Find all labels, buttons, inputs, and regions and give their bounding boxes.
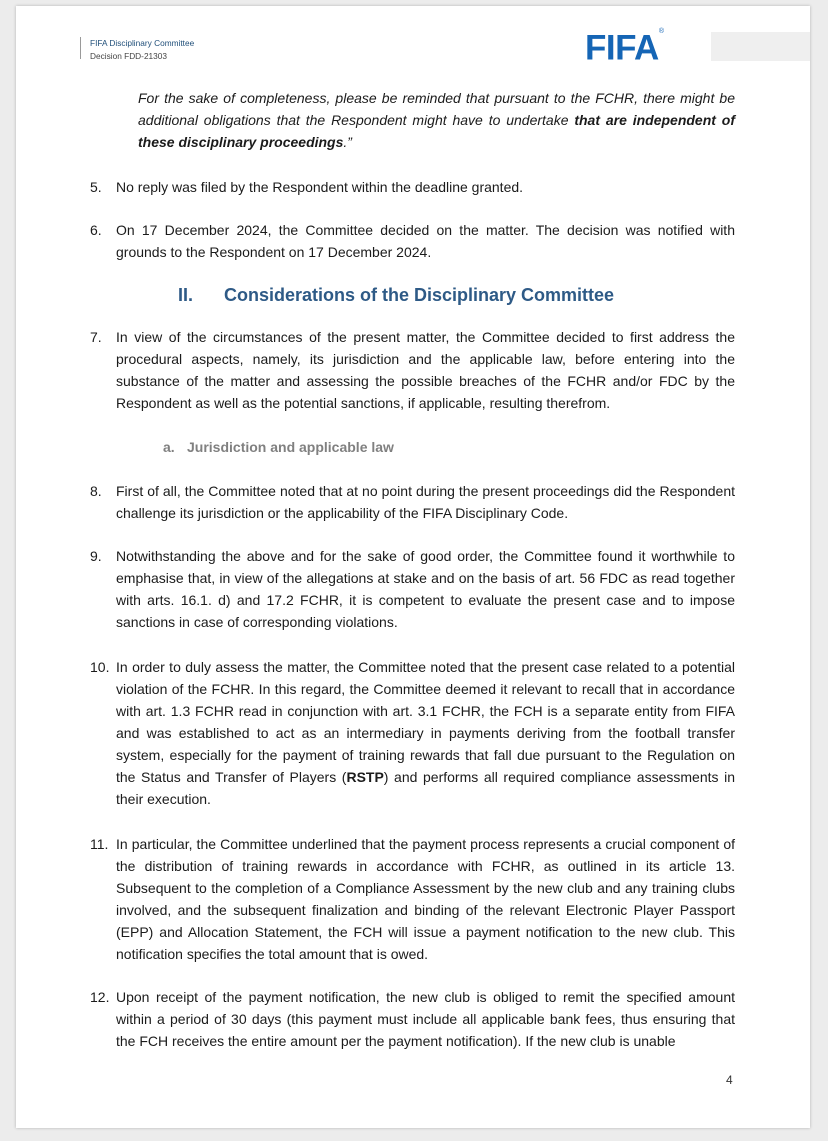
paragraph-10: 10. In order to duly assess the matter, the Committee noted that the present case related to a potential violation of the FCHR. In this regard, the Committee deemed it relevant to recall that in accordance with art. 1.3 FCHR read in conjunction with art. 3.1 FCHR, the FCH is a separate entity from FIFA and was established to act as an intermediary in payments deriving from the football transfer system, especially for the payment of training rewards that fall due pursuant to the Regulation on the Status and Transfer of Players (RSTP) and performs all required compliance assessments in their execution. — [90, 659, 735, 807]
header-divider — [80, 37, 81, 59]
header-committee: FIFA Disciplinary Committee — [90, 38, 195, 48]
paragraph-11: 11. In particular, the Committee underlined that the payment process represents a crucial component of the distribution of training rewards in accordance with FCHR, as outlined in its article 13. Subsequent to the completion of a Compliance Assessment by the new club and any training clubs involved, and the subsequent finalization and binding of the relevant Electronic Player Passport (EPP) and Allocation Statement, the FCH will issue a payment notification to the new club. This notification specifies the total amount that is owed. — [90, 836, 735, 962]
header-text — [90, 37, 194, 63]
paragraph-5: 5. No reply was filed by the Respondent within the deadline granted. — [90, 179, 524, 195]
document-page — [16, 6, 810, 1128]
page-number: 4 — [726, 1073, 733, 1087]
paragraph-6: 6. On 17 December 2024, the Committee decided on the matter. The decision was notified with grounds to the Respondent on 17 December 2024. — [90, 222, 735, 260]
paragraph-7: 7. In view of the circumstances of the present matter, the Committee decided to first address the procedural aspects, namely, its jurisdiction and the applicable law, before entering into the substance of the matter and assessing the possible breaches of the FCHR and/or FDC by the Respondent as well as the potential sanctions, if applicable, resulting therefrom. — [90, 329, 735, 411]
quote-bold: that are independent of these disciplinary proceedings — [138, 112, 735, 150]
quoted-passage: For the sake of completeness, please be reminded that pursuant to the FCHR, there might be additional obligations that the Respondent might have to undertake that are independent of these disciplinary proceedings.” — [138, 90, 735, 150]
section-heading: II. Considerations of the Disciplinary Committee — [178, 285, 615, 305]
rstp-abbrev: RSTP — [346, 769, 384, 785]
paragraph-8: 8. First of all, the Committee noted that at no point during the present proceedings did the Respondent challenge its jurisdiction or the applicability of the FIFA Disciplinary Code. — [90, 483, 735, 521]
header-decision: Decision FDD-21303 — [90, 51, 168, 61]
paragraph-9: 9. Notwithstanding the above and for the sake of good order, the Committee found it worthwhile to emphasise that, in view of the allegations at stake and on the basis of art. 56 FDC as read together with arts. 16.1. d) and 17.2 FCHR, it is competent to evaluate the present case and to impose sanctions in case of corresponding violations. — [90, 548, 735, 630]
subsection-heading: a. Jurisdiction and applicable law — [163, 439, 394, 455]
fifa-logo: FIFA® — [585, 28, 664, 68]
header-gray-block — [711, 32, 810, 61]
paragraph-12: 12. Upon receipt of the payment notification, the new club is obliged to remit the specified amount within a period of 30 days (this payment must include all applicable bank fees, thus ensuring that the FCH receives the entire amount per the payment notification). If the new club is unable — [90, 989, 735, 1049]
